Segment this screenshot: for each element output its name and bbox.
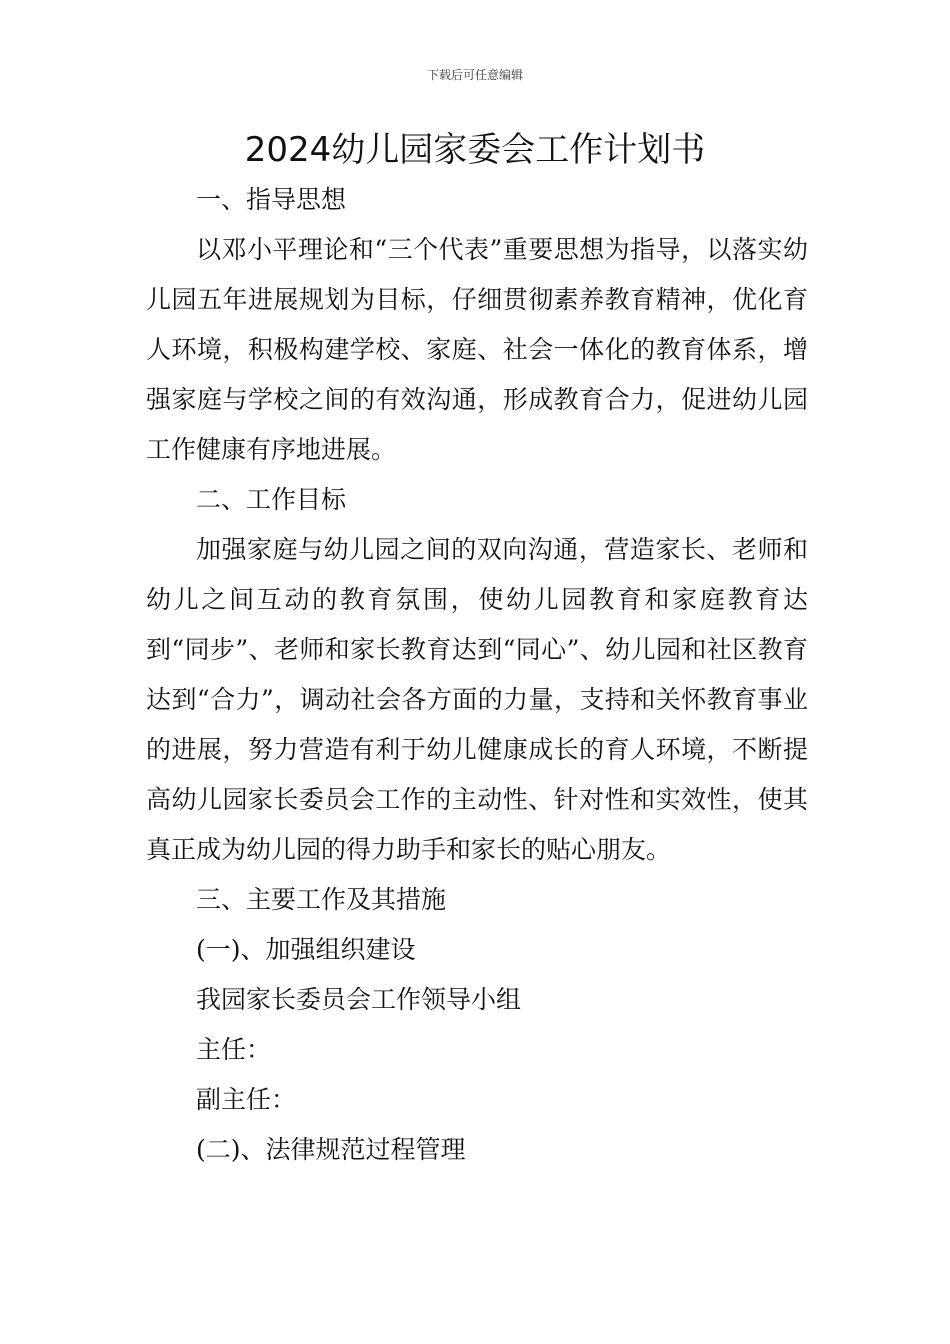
field-deputy-director: 副主任： — [196, 1085, 297, 1114]
section-heading-work-goals: 二、工作目标 — [196, 485, 347, 514]
paragraph-leadership-group: 我园家长委员会工作领导小组 — [196, 985, 522, 1014]
section-heading-main-work: 三、主要工作及其措施 — [196, 885, 447, 914]
document-body — [146, 175, 808, 1175]
subsection-heading-organization: (一)、加强组织建设 — [196, 935, 416, 964]
section-heading-guiding-ideology: 一、指导思想 — [196, 185, 347, 214]
document-title: 2024幼儿园家委会工作计划书 — [244, 130, 706, 170]
subsection-heading-process-management: (二)、法律规范过程管理 — [196, 1135, 466, 1164]
paragraph-work-goals: 加强家庭与幼儿园之间的双向沟通，营造家长、老师和幼儿之间互动的教育氛围，使幼儿园教育和家庭教育达到“同步”、老师和家长教育达到“同心”、幼儿园和社区教育达到“合力”，调动社会各方面的力量，支持和关怀教育事业的进展，努力营造有利于幼儿健康成长的育人环境，不断提高幼儿园家长委员会工作的主动性、针对性和实效性，使其真正成为幼儿园的得力助手和家长的贴心朋友。 — [146, 535, 808, 864]
paragraph-guiding-ideology: 以邓小平理论和“三个代表”重要思想为指导，以落实幼儿园五年进展规划为目标，仔细贯彻素养教育精神，优化育人环境，积极构建学校、家庭、社会一体化的教育体系，增强家庭与学校之间的有效沟通，形成教育合力，促进幼儿园工作健康有序地进展。 — [146, 235, 808, 464]
header-note: 下载后可任意编辑 — [426, 68, 523, 82]
field-director: 主任： — [196, 1035, 272, 1064]
